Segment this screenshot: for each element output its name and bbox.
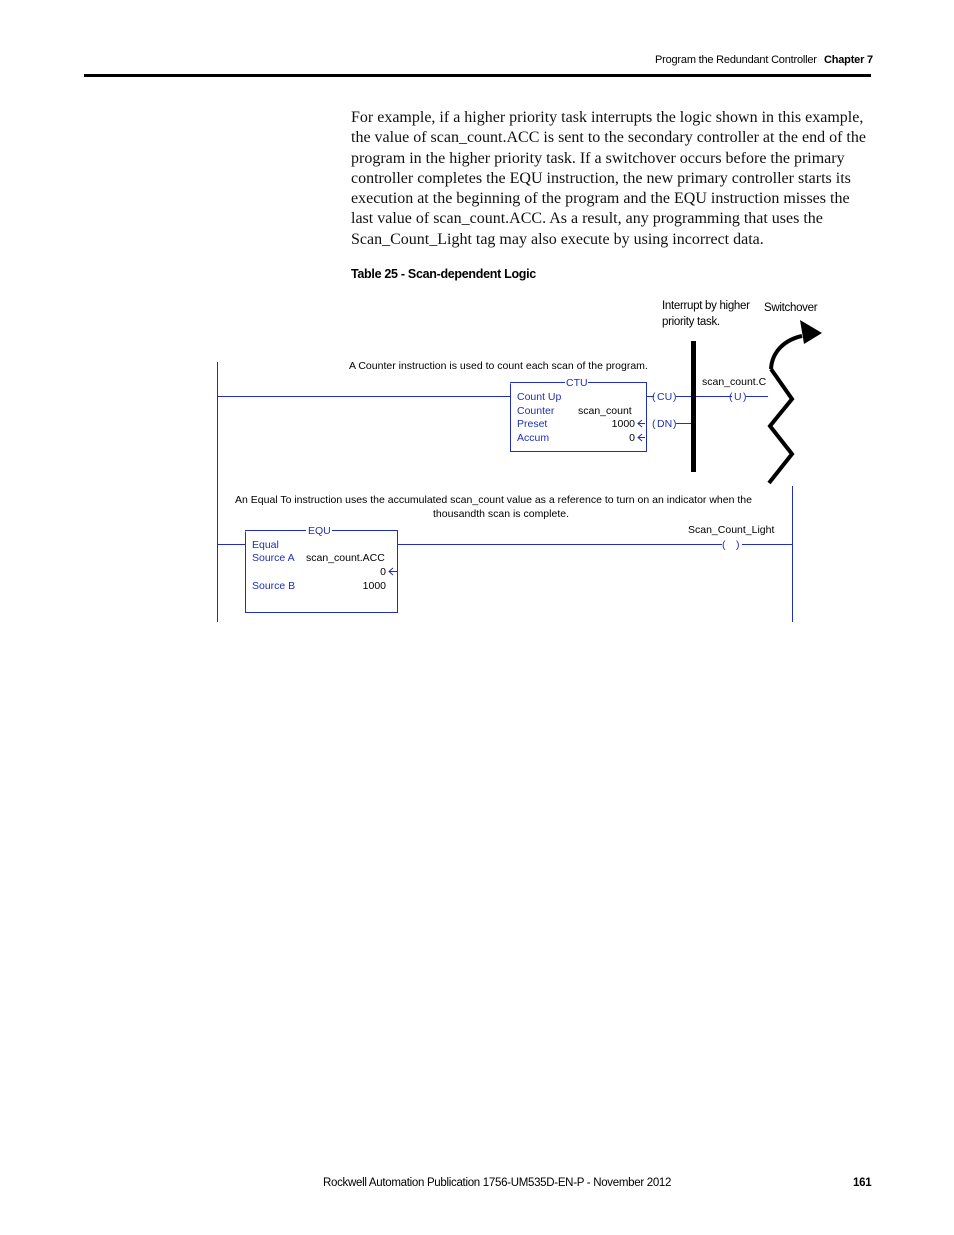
interrupt-annotation: Interrupt by higher priority task.: [662, 300, 750, 328]
footer-page-number: 161: [853, 1177, 872, 1189]
switchover-zigzag: [769, 369, 792, 483]
equ-type-label: EQU: [308, 525, 331, 537]
ctu-counter-value: scan_count: [578, 405, 632, 417]
footer-publication: Rockwell Automation Publication 1756-UM535D-EN-P - November 2012: [323, 1177, 672, 1189]
rung0-comment: A Counter instruction is used to count each scan of the program.: [349, 360, 648, 372]
running-header-title: Program the Redundant Controller: [655, 54, 817, 66]
equ-value-arrow: [389, 568, 397, 575]
ctu-cu-paren-open: (: [652, 391, 656, 403]
ctu-preset-label: Preset: [517, 418, 548, 430]
ctu-accum-label: Accum: [517, 432, 550, 444]
rung0-coil-symbol: U: [734, 391, 742, 403]
rung0-coil-close: ): [743, 391, 747, 403]
ctu-counter-label: Counter: [517, 405, 555, 417]
rung1-coil-close: ): [736, 539, 740, 551]
rung1-comment-line2: thousandth scan is complete.: [433, 508, 569, 520]
running-header-chapter: Chapter 7: [824, 54, 873, 66]
ctu-value-arrows: [638, 420, 645, 441]
ctu-dn-label: DN: [657, 418, 673, 430]
equ-source-b-value: 1000: [362, 580, 386, 592]
rung1-coil-tag: Scan_Count_Light: [688, 524, 775, 536]
ctu-preset-value: 1000: [611, 418, 635, 430]
switchover-annotation: Switchover: [764, 302, 818, 314]
body-paragraph: For example, if a higher priority task interrupts the logic shown in this example, the value of scan_count.ACC is sent to the secondary controller at the end of the program in the higher priority task. If a switchover occurs before the primary controller completes the EQU instruction, the new primary controller starts its execution at the beginning of the program and the EQU instruction misses the last value of scan_count.ACC. As a result, any programming that uses the Scan_Count_Light tag may also execute by using incorrect data.: [351, 109, 866, 248]
ctu-cu-label: CU: [657, 391, 673, 403]
ctu-title: Count Up: [517, 391, 562, 403]
equ-source-a-value: 0: [380, 566, 386, 578]
ctu-dn-paren-close: ): [673, 418, 677, 430]
equ-source-a-tag: scan_count.ACC: [306, 552, 385, 564]
rung0-coil-tag: scan_count.C: [702, 376, 767, 388]
table-caption: Table 25 - Scan-dependent Logic: [351, 267, 536, 281]
ctu-type-label: CTU: [566, 377, 588, 389]
equ-source-b-label: Source B: [252, 580, 296, 592]
equ-title: Equal: [252, 539, 279, 551]
rung0-coil-open: (: [729, 391, 733, 403]
rung1-comment-line1: An Equal To instruction uses the accumulated scan_count value as a reference to turn on an indicator when the: [235, 494, 752, 506]
switchover-arrowhead: [800, 320, 822, 344]
ctu-dn-paren-open: (: [652, 418, 656, 430]
equ-source-a-label: Source A: [252, 552, 295, 564]
ctu-cu-paren-close: ): [673, 391, 677, 403]
rung1-coil-open: (: [722, 539, 726, 551]
switchover-arrow-curve: [771, 336, 802, 369]
ctu-accum-value: 0: [629, 432, 635, 444]
